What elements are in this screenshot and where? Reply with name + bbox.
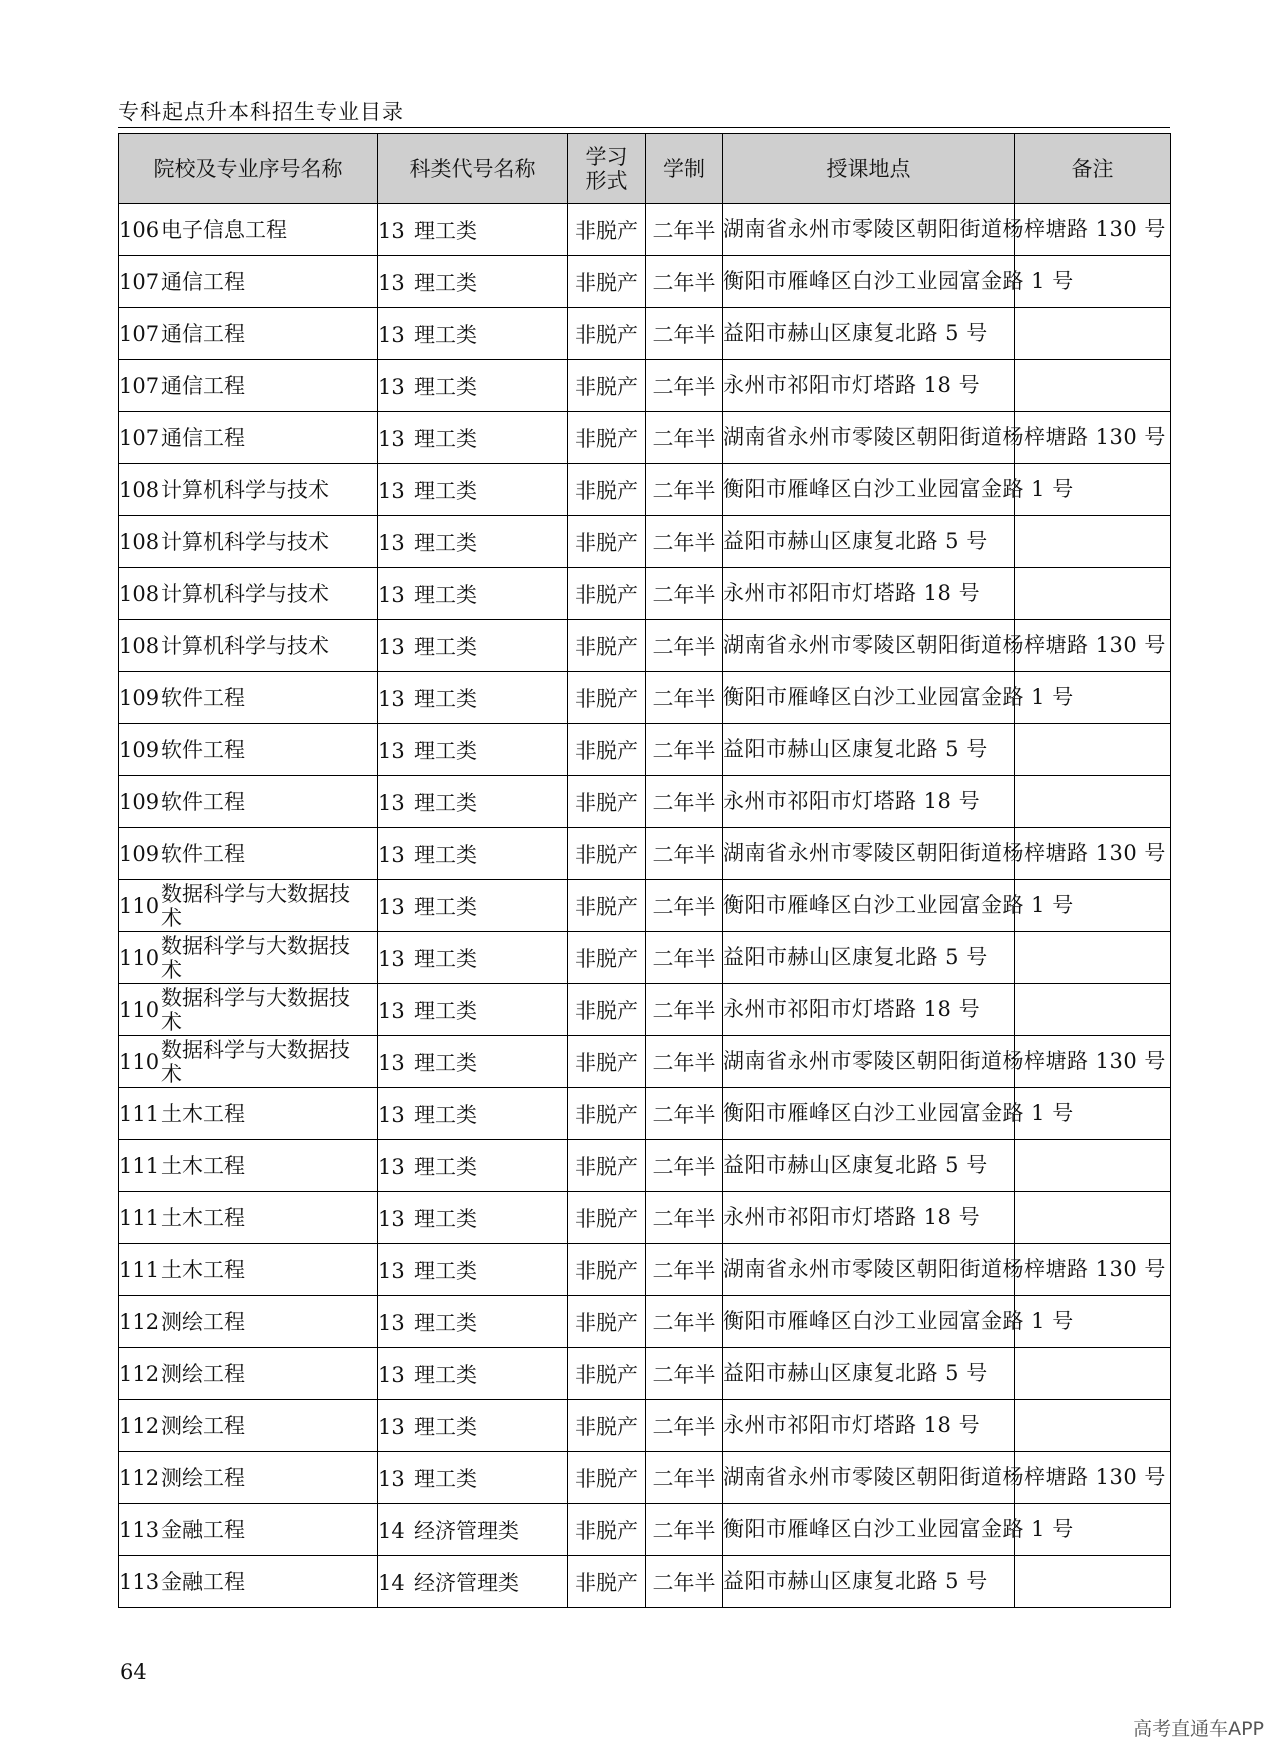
cell-category [378,1504,568,1556]
cell-study-mode: 非脱产 [568,256,646,308]
category-code: 13 [378,946,405,971]
category-code: 13 [378,1466,405,1491]
category-name: 理工类 [414,478,477,503]
cell-study-mode: 非脱产 [568,464,646,516]
cell-study-mode: 非脱产 [568,1036,646,1088]
cell-duration: 二年半 [646,568,723,620]
cell-duration: 二年半 [646,360,723,412]
cell-location: 衡阳市雁峰区白沙工业园富金路 1 号 [723,880,1015,932]
cell-category [378,880,568,932]
category-code: 13 [378,790,405,815]
major-name: 计算机科学与技术 [161,581,329,606]
cell-location: 湖南省永州市零陵区朝阳街道杨梓塘路 130 号 [723,1452,1015,1504]
col-header-duration: 学制 [646,134,723,204]
cell-location: 益阳市赫山区康复北路 5 号 [723,1140,1015,1192]
major-seq: 107 [119,269,160,294]
table-row [119,516,1171,568]
cell-study-mode: 非脱产 [568,568,646,620]
cell-location: 益阳市赫山区康复北路 5 号 [723,1556,1015,1608]
table-row [119,256,1171,308]
table-row [119,1452,1171,1504]
cell-note [1015,724,1171,776]
cell-major [119,1556,378,1608]
category-code: 13 [378,998,405,1023]
cell-category [378,1088,568,1140]
cell-category [378,1244,568,1296]
category-name: 经济管理类 [414,1518,519,1543]
cell-location: 衡阳市雁峰区白沙工业园富金路 1 号 [723,1504,1015,1556]
category-name: 理工类 [414,790,477,815]
cell-study-mode: 非脱产 [568,1088,646,1140]
cell-duration: 二年半 [646,1348,723,1400]
major-seq: 107 [119,425,160,450]
category-code: 13 [378,1102,405,1127]
cell-study-mode: 非脱产 [568,776,646,828]
major-seq: 107 [119,321,160,346]
cell-major [119,1452,378,1504]
col-header-study-mode [568,134,646,204]
category-name: 理工类 [414,842,477,867]
cell-location: 衡阳市雁峰区白沙工业园富金路 1 号 [723,1088,1015,1140]
major-name: 软件工程 [161,737,245,762]
cell-duration: 二年半 [646,1192,723,1244]
cell-duration: 二年半 [646,620,723,672]
category-name: 理工类 [414,1206,477,1231]
cell-duration: 二年半 [646,672,723,724]
cell-major [119,360,378,412]
cell-study-mode: 非脱产 [568,1452,646,1504]
cell-study-mode: 非脱产 [568,620,646,672]
cell-category [378,1348,568,1400]
category-name: 理工类 [414,1362,477,1387]
cell-major [119,828,378,880]
cell-major [119,1192,378,1244]
category-name: 理工类 [414,530,477,555]
cell-study-mode: 非脱产 [568,724,646,776]
cell-location: 永州市祁阳市灯塔路 18 号 [723,1192,1015,1244]
major-seq: 108 [119,581,160,606]
header-rule [118,127,1170,128]
col-header-category: 科类代号名称 [378,134,568,204]
category-code: 13 [378,426,405,451]
category-code: 13 [378,686,405,711]
cell-study-mode: 非脱产 [568,204,646,256]
cell-study-mode: 非脱产 [568,1192,646,1244]
table-row [119,308,1171,360]
cell-major [119,880,378,932]
cell-duration: 二年半 [646,516,723,568]
cell-location: 益阳市赫山区康复北路 5 号 [723,308,1015,360]
cell-note [1015,1556,1171,1608]
major-name: 计算机科学与技术 [161,529,329,554]
major-name: 软件工程 [161,841,245,866]
category-name: 理工类 [414,218,477,243]
cell-category [378,568,568,620]
major-name: 测绘工程 [161,1465,245,1490]
cell-category [378,256,568,308]
major-name: 通信工程 [161,373,245,398]
cell-major [119,1400,378,1452]
cell-location: 益阳市赫山区康复北路 5 号 [723,1348,1015,1400]
major-seq: 111 [119,1257,160,1282]
cell-location: 衡阳市雁峰区白沙工业园富金路 1 号 [723,256,1015,308]
cell-major [119,932,378,984]
cell-location: 湖南省永州市零陵区朝阳街道杨梓塘路 130 号 [723,620,1015,672]
category-name: 理工类 [414,1102,477,1127]
cell-study-mode: 非脱产 [568,308,646,360]
cell-note [1015,360,1171,412]
table-row [119,1296,1171,1348]
cell-duration: 二年半 [646,1400,723,1452]
cell-category [378,984,568,1036]
major-seq: 106 [119,217,160,242]
major-seq: 109 [119,737,160,762]
cell-major [119,724,378,776]
major-seq: 113 [119,1517,160,1542]
category-code: 13 [378,1206,405,1231]
category-code: 13 [378,270,405,295]
cell-major [119,308,378,360]
table-row [119,412,1171,464]
category-code: 14 [378,1570,405,1595]
cell-study-mode: 非脱产 [568,880,646,932]
cell-location: 湖南省永州市零陵区朝阳街道杨梓塘路 130 号 [723,204,1015,256]
table-row [119,360,1171,412]
major-seq: 109 [119,789,160,814]
table-row [119,1400,1171,1452]
cell-category [378,1036,568,1088]
category-name: 理工类 [414,374,477,399]
cell-location: 湖南省永州市零陵区朝阳街道杨梓塘路 130 号 [723,1036,1015,1088]
table-row [119,1140,1171,1192]
major-name: 软件工程 [161,789,245,814]
major-seq: 108 [119,477,160,502]
category-code: 13 [378,478,405,503]
major-name: 测绘工程 [161,1413,245,1438]
table-row [119,724,1171,776]
major-seq: 110 [119,945,160,970]
cell-category [378,932,568,984]
cell-location: 衡阳市雁峰区白沙工业园富金路 1 号 [723,672,1015,724]
major-name: 电子信息工程 [161,217,287,242]
category-name: 经济管理类 [414,1570,519,1595]
cell-study-mode: 非脱产 [568,1140,646,1192]
cell-duration: 二年半 [646,1556,723,1608]
table-row [119,1244,1171,1296]
category-code: 13 [378,374,405,399]
cell-category [378,464,568,516]
cell-major [119,620,378,672]
cell-major [119,1296,378,1348]
major-name: 数据科学与大数据技术 [161,881,350,930]
major-seq: 111 [119,1153,160,1178]
major-name: 通信工程 [161,321,245,346]
category-name: 理工类 [414,1050,477,1075]
major-seq: 108 [119,633,160,658]
category-code: 13 [378,1154,405,1179]
cell-location: 益阳市赫山区康复北路 5 号 [723,932,1015,984]
category-code: 13 [378,738,405,763]
cell-duration: 二年半 [646,464,723,516]
cell-location: 益阳市赫山区康复北路 5 号 [723,724,1015,776]
major-seq: 109 [119,841,160,866]
major-seq: 110 [119,893,160,918]
cell-duration: 二年半 [646,880,723,932]
cell-category [378,1140,568,1192]
cell-duration: 二年半 [646,1296,723,1348]
category-name: 理工类 [414,686,477,711]
cell-location: 衡阳市雁峰区白沙工业园富金路 1 号 [723,1296,1015,1348]
cell-note [1015,1400,1171,1452]
cell-major [119,1088,378,1140]
category-code: 13 [378,1362,405,1387]
major-name: 计算机科学与技术 [161,633,329,658]
category-code: 14 [378,1518,405,1543]
cell-major [119,516,378,568]
category-name: 理工类 [414,1154,477,1179]
cell-category [378,1400,568,1452]
cell-study-mode: 非脱产 [568,932,646,984]
col-header-study-mode-label: 学习 形式 [585,144,628,193]
major-name: 数据科学与大数据技术 [161,933,350,982]
table-row [119,204,1171,256]
category-name: 理工类 [414,426,477,451]
cell-study-mode: 非脱产 [568,1296,646,1348]
major-name: 土木工程 [161,1101,245,1126]
category-name: 理工类 [414,1258,477,1283]
category-name: 理工类 [414,270,477,295]
cell-note [1015,568,1171,620]
category-code: 13 [378,634,405,659]
major-name: 数据科学与大数据技术 [161,1037,350,1086]
category-code: 13 [378,530,405,555]
major-name: 测绘工程 [161,1309,245,1334]
cell-duration: 二年半 [646,1244,723,1296]
cell-study-mode: 非脱产 [568,1556,646,1608]
cell-study-mode: 非脱产 [568,984,646,1036]
major-seq: 108 [119,529,160,554]
cell-duration: 二年半 [646,1036,723,1088]
cell-category [378,360,568,412]
table-row [119,1192,1171,1244]
category-code: 13 [378,1310,405,1335]
category-code: 13 [378,1414,405,1439]
cell-location: 永州市祁阳市灯塔路 18 号 [723,360,1015,412]
category-code: 13 [378,322,405,347]
cell-duration: 二年半 [646,204,723,256]
cell-major [119,984,378,1036]
cell-location: 湖南省永州市零陵区朝阳街道杨梓塘路 130 号 [723,828,1015,880]
cell-category [378,1556,568,1608]
table-row [119,1036,1171,1088]
major-name: 金融工程 [161,1569,245,1594]
cell-study-mode: 非脱产 [568,360,646,412]
cell-major [119,1244,378,1296]
cell-note [1015,932,1171,984]
major-name: 土木工程 [161,1257,245,1282]
major-name: 计算机科学与技术 [161,477,329,502]
cell-note [1015,1192,1171,1244]
cell-study-mode: 非脱产 [568,1244,646,1296]
page-header-title: 专科起点升本科招生专业目录 [118,100,404,124]
table-row [119,672,1171,724]
major-seq: 109 [119,685,160,710]
category-name: 理工类 [414,946,477,971]
cell-duration: 二年半 [646,256,723,308]
cell-duration: 二年半 [646,1504,723,1556]
category-name: 理工类 [414,738,477,763]
cell-study-mode: 非脱产 [568,828,646,880]
cell-location: 永州市祁阳市灯塔路 18 号 [723,568,1015,620]
cell-category [378,724,568,776]
cell-major [119,568,378,620]
cell-duration: 二年半 [646,828,723,880]
cell-note [1015,776,1171,828]
cell-category [378,776,568,828]
cell-study-mode: 非脱产 [568,672,646,724]
cell-note [1015,1140,1171,1192]
cell-location: 湖南省永州市零陵区朝阳街道杨梓塘路 130 号 [723,1244,1015,1296]
table-row [119,776,1171,828]
category-name: 理工类 [414,1466,477,1491]
major-seq: 113 [119,1569,160,1594]
cell-study-mode: 非脱产 [568,1348,646,1400]
cell-major [119,1504,378,1556]
table-row [119,880,1171,932]
table-row [119,464,1171,516]
major-seq: 107 [119,373,160,398]
cell-note [1015,1348,1171,1400]
category-name: 理工类 [414,1414,477,1439]
cell-duration: 二年半 [646,984,723,1036]
major-name: 土木工程 [161,1205,245,1230]
cell-category [378,516,568,568]
category-code: 13 [378,894,405,919]
category-code: 13 [378,582,405,607]
cell-note [1015,308,1171,360]
category-name: 理工类 [414,634,477,659]
cell-duration: 二年半 [646,776,723,828]
cell-study-mode: 非脱产 [568,1400,646,1452]
watermark: 高考直通车APP [1133,1718,1264,1740]
major-name: 土木工程 [161,1153,245,1178]
cell-location: 永州市祁阳市灯塔路 18 号 [723,1400,1015,1452]
category-name: 理工类 [414,322,477,347]
major-name: 数据科学与大数据技术 [161,985,350,1034]
cell-location: 永州市祁阳市灯塔路 18 号 [723,984,1015,1036]
major-catalog-table [118,133,1171,1608]
major-name: 通信工程 [161,269,245,294]
major-seq: 112 [119,1309,160,1334]
cell-category [378,620,568,672]
cell-note [1015,984,1171,1036]
cell-location: 永州市祁阳市灯塔路 18 号 [723,776,1015,828]
category-name: 理工类 [414,998,477,1023]
cell-major [119,256,378,308]
major-name: 金融工程 [161,1517,245,1542]
cell-category [378,308,568,360]
major-name: 通信工程 [161,425,245,450]
major-seq: 111 [119,1205,160,1230]
table-row [119,932,1171,984]
table-row [119,620,1171,672]
cell-category [378,412,568,464]
cell-major [119,672,378,724]
cell-note [1015,516,1171,568]
cell-location: 湖南省永州市零陵区朝阳街道杨梓塘路 130 号 [723,412,1015,464]
cell-category [378,828,568,880]
category-code: 13 [378,1258,405,1283]
category-name: 理工类 [414,894,477,919]
page-number: 64 [120,1660,147,1684]
table-row [119,1504,1171,1556]
col-header-major: 院校及专业序号名称 [119,134,378,204]
category-name: 理工类 [414,1310,477,1335]
table-row [119,1348,1171,1400]
cell-duration: 二年半 [646,1452,723,1504]
major-seq: 110 [119,997,160,1022]
cell-category [378,204,568,256]
cell-location: 衡阳市雁峰区白沙工业园富金路 1 号 [723,464,1015,516]
table-row [119,1088,1171,1140]
cell-duration: 二年半 [646,308,723,360]
cell-category [378,1296,568,1348]
cell-duration: 二年半 [646,724,723,776]
table-body [119,204,1171,1608]
cell-major [119,464,378,516]
col-header-notes: 备注 [1015,134,1171,204]
category-code: 13 [378,842,405,867]
major-seq: 110 [119,1049,160,1074]
cell-category [378,672,568,724]
table-row [119,984,1171,1036]
major-seq: 112 [119,1465,160,1490]
major-name: 软件工程 [161,685,245,710]
major-name: 测绘工程 [161,1361,245,1386]
cell-duration: 二年半 [646,1088,723,1140]
col-header-location: 授课地点 [723,134,1015,204]
table-row [119,828,1171,880]
table-row [119,568,1171,620]
cell-major [119,204,378,256]
major-seq: 112 [119,1413,160,1438]
cell-location: 益阳市赫山区康复北路 5 号 [723,516,1015,568]
cell-duration: 二年半 [646,1140,723,1192]
table-row [119,1556,1171,1608]
table-header-row [119,134,1171,204]
cell-major [119,776,378,828]
cell-study-mode: 非脱产 [568,412,646,464]
cell-study-mode: 非脱产 [568,516,646,568]
cell-major [119,1036,378,1088]
cell-study-mode: 非脱产 [568,1504,646,1556]
cell-major [119,1348,378,1400]
major-seq: 112 [119,1361,160,1386]
cell-category [378,1192,568,1244]
cell-category [378,1452,568,1504]
category-code: 13 [378,1050,405,1075]
cell-major [119,1140,378,1192]
cell-major [119,412,378,464]
cell-duration: 二年半 [646,932,723,984]
major-seq: 111 [119,1101,160,1126]
cell-duration: 二年半 [646,412,723,464]
category-name: 理工类 [414,582,477,607]
category-code: 13 [378,218,405,243]
